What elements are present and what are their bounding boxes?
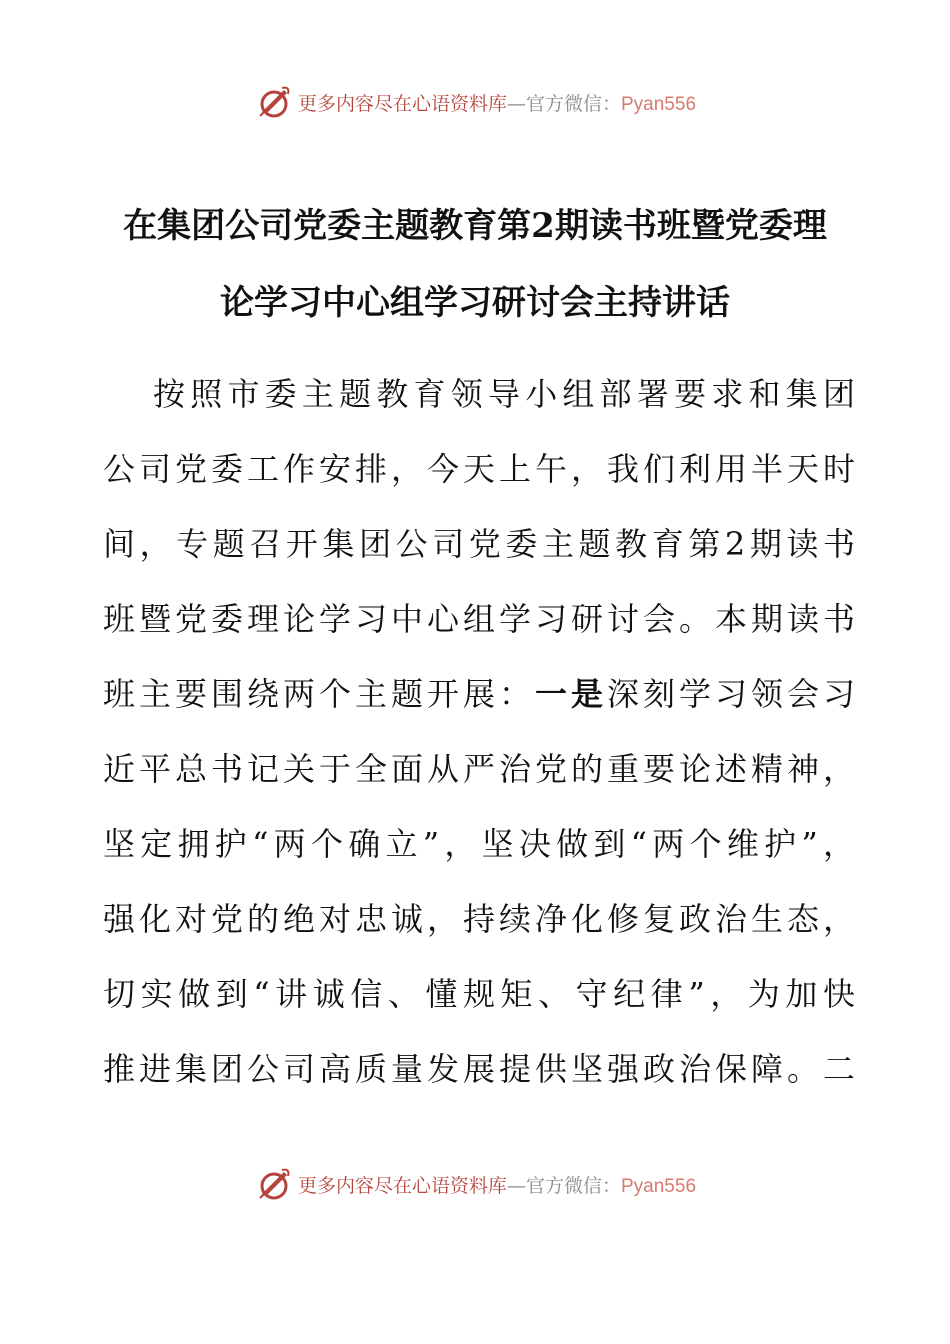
document-title-line-1: 在集团公司党委主题教育第2期读书班暨党委理: [123, 206, 827, 246]
watermark-wechat-id: Pyan556: [621, 1175, 697, 1197]
watermark-prefix: 更多内容尽在心语资料库: [297, 1174, 507, 1197]
footer-watermark: [0, 1162, 950, 1206]
body-line-9: 切实做到“讲诚信、懂规矩、守纪律”，为加快: [103, 975, 855, 1013]
header-watermark: [0, 80, 950, 124]
body-line-2: 公司党委工作安排，今天上午，我们利用半天时: [103, 450, 855, 488]
body-line-6: 近平总书记关于全面从严治党的重要论述精神，: [103, 750, 855, 788]
document-title-line-2: 论学习中心组学习研讨会主持讲话: [220, 283, 730, 323]
body-line-5-end: 深刻学习领会习: [606, 675, 855, 713]
body-line-5-emphasis: 一是: [534, 675, 607, 713]
watermark-text: [298, 1171, 696, 1198]
body-line-10: 推进集团公司高质量发展提供坚强政治保障。二: [103, 1050, 855, 1088]
body-line-7: 坚定拥护“两个确立”，坚决做到“两个维护”，: [103, 825, 855, 863]
watermark-prefix: 更多内容尽在心语资料库: [297, 92, 507, 115]
body-line-3: 间，专题召开集团公司党委主题教育第2期读书: [103, 525, 855, 563]
body-line-5-start: 班主要围绕两个主题开展：: [103, 675, 535, 713]
quill-circle-icon: [254, 82, 294, 122]
body-line-8: 强化对党的绝对忠诚，持续净化修复政治生态，: [103, 900, 855, 938]
quill-circle-icon: [254, 1164, 294, 1204]
body-line-1: 按照市委主题教育领导小组部署要求和集团: [153, 375, 855, 413]
watermark-official: —官方微信：: [506, 92, 621, 115]
watermark-wechat-id: Pyan556: [621, 93, 697, 115]
watermark-text: [298, 89, 696, 116]
watermark-official: —官方微信：: [506, 1174, 621, 1197]
body-line-5: [103, 672, 855, 716]
body-line-4: 班暨党委理论学习中心组学习研讨会。本期读书: [103, 600, 855, 638]
